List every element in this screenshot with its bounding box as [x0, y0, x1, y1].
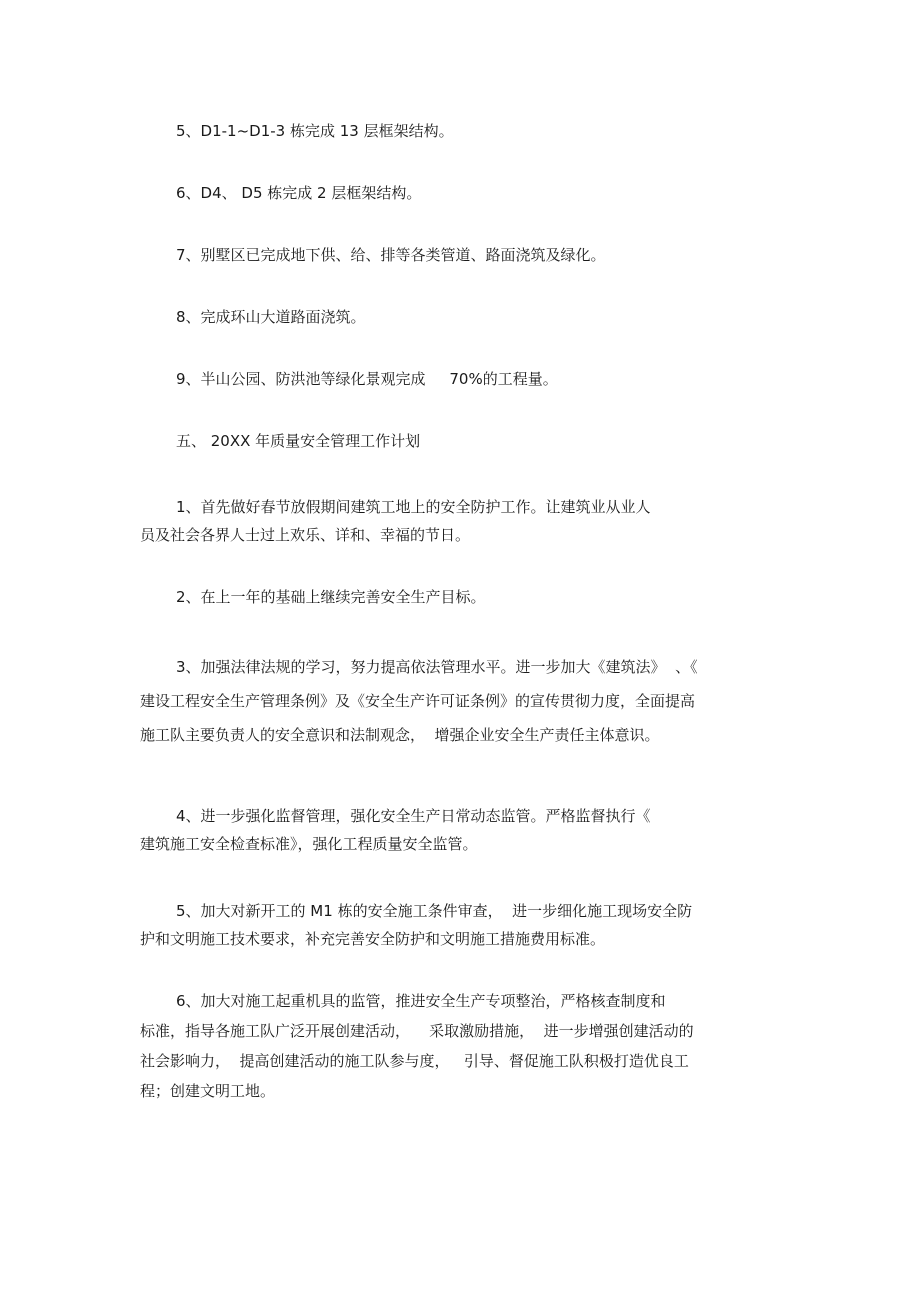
- plan-item-line: 5、加大对新开工的 M1 栋的安全施工条件审查， 进一步细化施工现场安全防: [176, 902, 693, 920]
- plan-item-line: 建筑施工安全检查标准》，强化工程质量安全监管。: [140, 835, 478, 853]
- progress-item-8: 8、完成环山大道路面浇筑。: [176, 308, 366, 326]
- plan-item-line: 2、在上一年的基础上继续完善安全生产目标。: [176, 588, 486, 606]
- plan-item-line: 6、加大对施工起重机具的监管，推进安全生产专项整治，严格核查制度和: [176, 992, 666, 1010]
- progress-item-7: 7、别墅区已完成地下供、给、排等各类管道、路面浇筑及绿化。: [176, 246, 606, 264]
- plan-item-line: 1、首先做好春节放假期间建筑工地上的安全防护工作。让建筑业从业人: [176, 498, 651, 516]
- plan-item-line: 社会影响力， 提高创建活动的施工队参与度， 引导、督促施工队积极打造优良工: [140, 1052, 689, 1070]
- progress-item-6: 6、D4、 D5 栋完成 2 层框架结构。: [176, 184, 422, 202]
- plan-item-line: 标准，指导各施工队广泛开展创建活动， 采取激励措施， 进一步增强创建活动的: [140, 1022, 694, 1040]
- progress-item-5: 5、D1-1~D1-3 栋完成 13 层框架结构。: [176, 122, 454, 140]
- plan-item-line: 程；创建文明工地。: [140, 1082, 276, 1100]
- plan-item-line: 施工队主要负责人的安全意识和法制观念， 增强企业安全生产责任主体意识。: [140, 726, 660, 744]
- plan-item-line: 护和文明施工技术要求，补充完善安全防护和文明施工措施费用标准。: [140, 930, 606, 948]
- plan-item-line: 员及社会各界人士过上欢乐、详和、幸福的节日。: [140, 526, 471, 544]
- section-heading: 五、 20XX 年质量安全管理工作计划: [176, 432, 421, 450]
- plan-item-line: 3、加强法律法规的学习，努力提高依法管理水平。进一步加大《建筑法》 、《: [176, 658, 698, 676]
- plan-item-line: 4、进一步强化监督管理，强化安全生产日常动态监管。严格监督执行《: [176, 807, 651, 825]
- plan-item-line: 建设工程安全生产管理条例》及《安全生产许可证条例》的宣传贯彻力度，全面提高: [140, 692, 696, 710]
- progress-item-9: 9、半山公园、防洪池等绿化景观完成 70%的工程量。: [176, 370, 558, 388]
